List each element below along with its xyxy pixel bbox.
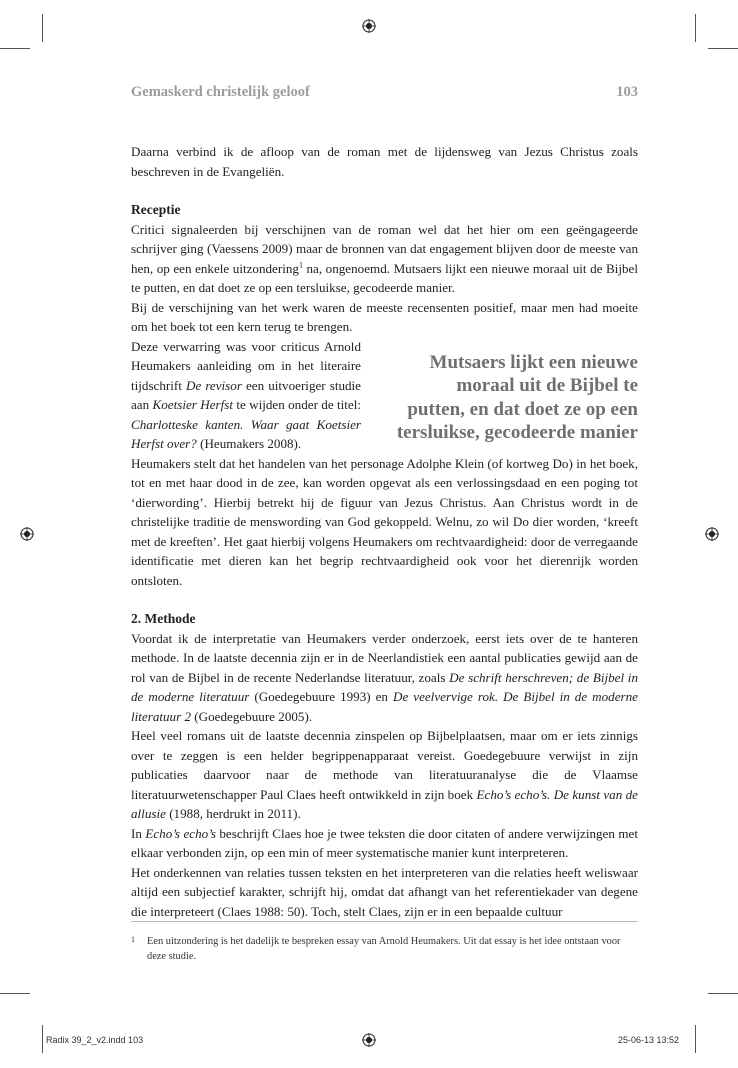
crop-mark bbox=[42, 14, 43, 42]
crop-mark bbox=[0, 48, 30, 49]
footnote-number: 1 bbox=[131, 935, 135, 944]
section-heading-receptie: Receptie bbox=[131, 202, 181, 217]
section-heading-methode: 2. Methode bbox=[131, 611, 196, 626]
methode-paragraph-2: Heel veel romans uit de laatste decennia zinspelen op Bijbelplaatsen, maar om er iets zinnigs over te zeggen is een helder begrippenapparaat vereist. Goedegebuure verwijst in zijn publicaties daarvoor naar de methode van literatuuranalyse die de Vlaamse literatuurwetenschapper Paul Claes heeft ontwikkeld in zijn boek Echo’s echo’s. De kunst van de allusie (1988, herdrukt in 2011). bbox=[131, 728, 638, 821]
slug-file: Radix 39_2_v2.indd 103 bbox=[46, 1035, 144, 1045]
pull-quote: Mutsaers lijkt een nieuwe moraal uit de Bijbel te putten, en dat doet ze op een tersluikse, gecodeerde manier bbox=[396, 351, 638, 443]
footnote-reference[interactable]: 1 bbox=[298, 260, 303, 270]
receptie-paragraph-4: Heumakers stelt dat het handelen van het personage Adolphe Klein (of kortweg Do) in het boek, tot en met haar dood in de zee, kan worden opgevat als een verlossingsdaad en een poging tot ‘dierwording’. Hierbij betrekt hij de figuur van Jezus Christus. Aan Christus wordt in de christelijke traditie de menswording van God gekoppeld. Welnu, zo wil Do dier worden, ‘kreeft met de kreeften’. Het gaat hierbij volgens Heumakers om rechtvaardigheid: door de verregaande identificatie met dieren kan het begrip rechtvaardigheid ook voor het dierenrijk worden ontsloten. bbox=[131, 455, 638, 588]
crop-mark bbox=[708, 993, 738, 994]
running-head-title: Gemaskerd christelijk geloof bbox=[131, 84, 310, 100]
methode-paragraph-3: In Echo’s echo’s beschrijft Claes hoe je twee teksten die door citaten of andere verwijzingen met elkaar verbonden zijn, op een min of meer systematische manier kunt interpreteren. bbox=[131, 825, 638, 860]
page-number: 103 bbox=[616, 84, 638, 100]
footnote-divider bbox=[131, 921, 638, 922]
registration-mark-icon bbox=[362, 1033, 376, 1047]
registration-mark-icon bbox=[362, 19, 376, 33]
article-body bbox=[131, 142, 638, 921]
intro-paragraph: Daarna verbind ik de afloop van de roman met de lijdensweg van Jezus Christus zoals beschreven in de Evangeliën. bbox=[131, 144, 638, 179]
registration-mark-icon bbox=[705, 527, 719, 541]
footnote-text: Een uitzondering is het dadelijk te bespreken essay van Arnold Heumakers. Uit dat essay is het idee ontstaan voor deze studie. bbox=[147, 936, 621, 962]
footnote bbox=[131, 934, 638, 964]
crop-mark bbox=[695, 14, 696, 42]
crop-mark bbox=[42, 1025, 43, 1053]
crop-mark bbox=[708, 48, 738, 49]
crop-mark bbox=[0, 993, 30, 994]
receptie-paragraph-1: Critici signaleerden bij verschijnen van de roman wel dat het hier om een geëngageerde schrijver ging (Vaessens 2009) maar de bronnen van dat engagement blijven door de meeste van hen, op een enkele uitzondering$^1$ na, ongenoemd. Mutsaers lijkt een nieuwe moraal uit de Bijbel te putten, en dat doet ze op een tersluikse, gecodeerde manier. bbox=[131, 221, 638, 295]
methode-paragraph-4: Het onderkennen van relaties tussen teksten en het interpreteren van die relaties heeft weliswaar altijd een subjectief karakter, schrijft hij, omdat dat afhangt van het referentiekader van degene die interpreteert (Claes 1988: 50). Toch, stelt Claes, zijn er in een bepaalde cultuur bbox=[131, 864, 638, 919]
running-head bbox=[131, 84, 638, 104]
receptie-paragraph-3: Deze verwarring was voor criticus Arnold Heumakers aanleiding om in het literaire tijdschrift De revisor een uitvoeriger studie aan Koetsier Herfst te wijden onder de titel: Charlotteske kanten. Waar gaat Koetsier Herfst over? (Heumakers 2008). bbox=[131, 338, 361, 451]
crop-mark bbox=[695, 1025, 696, 1053]
registration-mark-icon bbox=[20, 527, 34, 541]
receptie-paragraph-2: Bij de verschijning van het werk waren de meeste recensenten positief, maar men had moeite om het boek tot een kern terug te brengen. bbox=[131, 299, 638, 334]
slug-date: 25-06-13 13:52 bbox=[618, 1035, 680, 1045]
methode-paragraph-1: Voordat ik de interpretatie van Heumakers verder onderzoek, eerst iets over de te hanteren methode. In de laatste decennia zijn er in de Neerlandistiek een aantal publicaties gewijd aan de rol van de Bijbel in de recente Nederlandse literatuur, zoals De schrift herschreven; de Bijbel in de moderne literatuur (Goedegebuure 1993) en De veelvervige rok. De Bijbel in de moderne literatuur 2 (Goedegebuure 2005). bbox=[131, 630, 638, 724]
